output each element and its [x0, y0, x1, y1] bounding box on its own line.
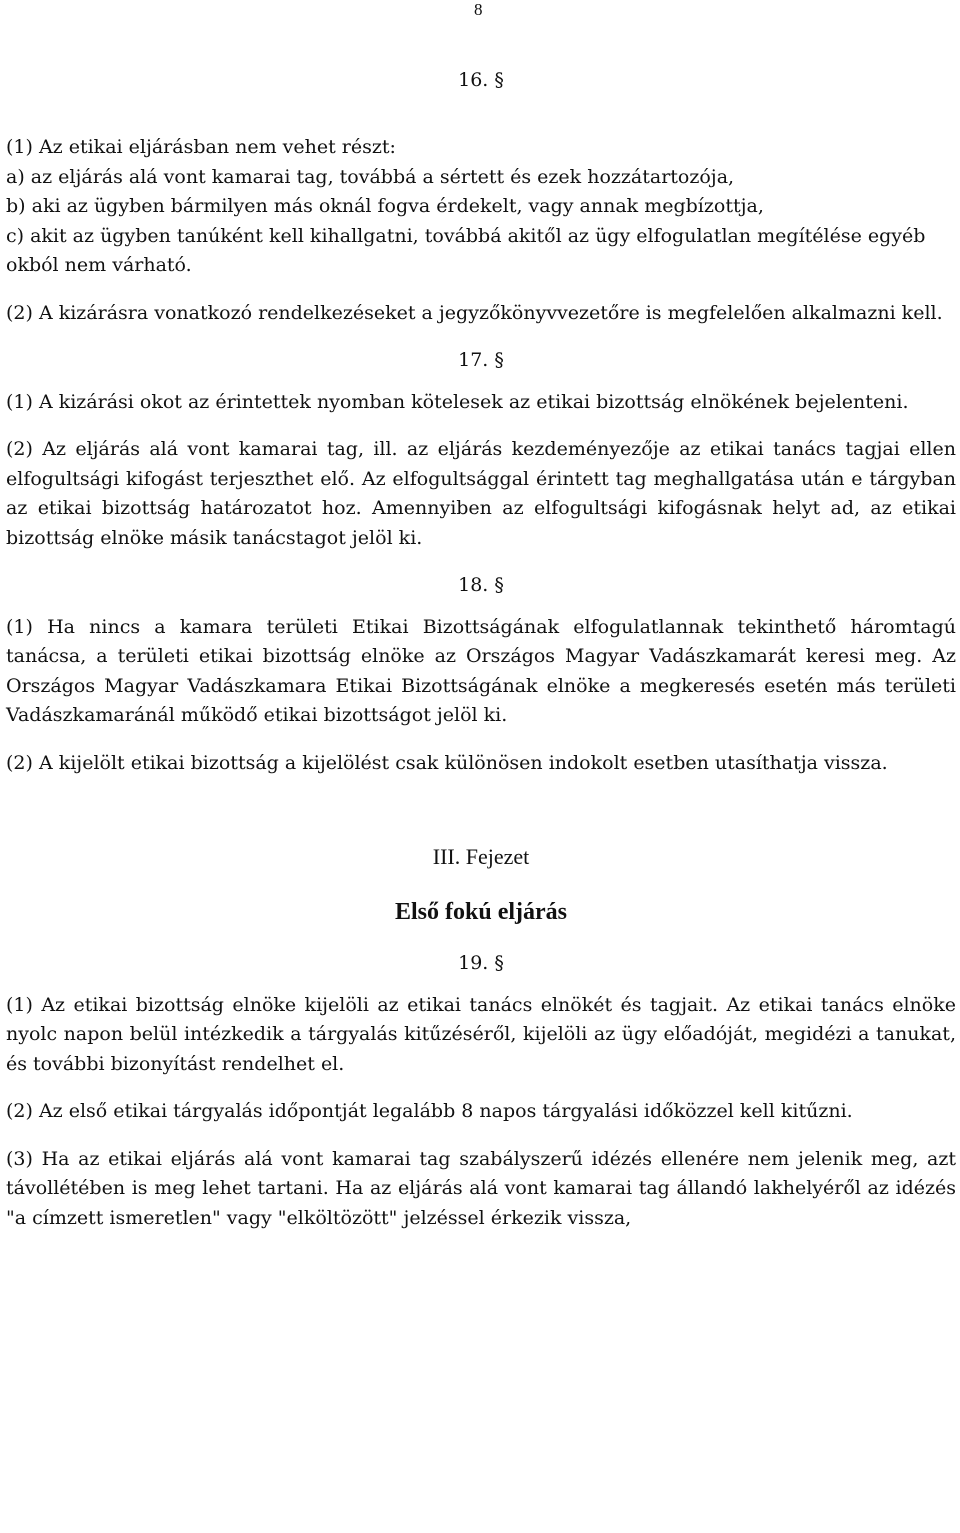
section-16-paragraph-1-text: (1) Az etikai eljárásban nem vehet részt: a) az eljárás alá vont kamarai tag, továbbá a sértett és ezek hozzátartozója, b) aki az ügyben bármilyen más oknál fogva érdekelt, vagy annak megbízottja, c) akit az ügyben tanúként kell kihallgatni, továbbá akitől az ügy elfogulatlan megítélése egyéb okból nem várható. [6, 136, 926, 276]
chapter-label: III. Fejezet [432, 844, 530, 869]
section-16-paragraph-2: (2) A kizárásra vonatkozó rendelkezéseket a jegyzőkönyvvezetőre is megfelelően alkalmazni kell. [6, 301, 943, 324]
section-17-paragraph-1: (1) A kizárási okot az érintettek nyomban kötelesek az etikai bizottság elnökének bejelenteni. [6, 390, 909, 413]
document-body [6, 66, 956, 1251]
section-16-title: 16. § [458, 69, 504, 91]
section-18-paragraph-1: (1) Ha nincs a kamara területi Etikai Bizottságának elfogulatlannak tekinthető háromtagú tanácsa, a területi etikai bizottság elnöke az Országos Magyar Vadászkamarát keresi meg. Az Országos Magyar Vadászkamara Etikai Bizottságának elnöke a megkeresés esetén más területi Vadászkamaránál működő etikai bizottságot jelöl ki. [6, 615, 956, 726]
section-19-title: 19. § [458, 952, 504, 974]
section-18-title: 18. § [458, 574, 504, 596]
chapter-title: Első fokú eljárás [394, 898, 567, 925]
section-19-paragraph-3: (3) Ha az etikai eljárás alá vont kamarai tag szabályszerű idézés ellenére nem jelenik meg, azt távollétében is meg lehet tartani. Ha az eljárás alá vont kamarai tag állandó lakhelyéről az idézés "a címzett ismeretlen" vagy "elköltözött" jelzéssel érkezik vissza, [6, 1147, 956, 1229]
section-16-paragraph-1 [6, 104, 956, 281]
section-17-paragraph-2: (2) Az eljárás alá vont kamarai tag, ill. az eljárás kezdeményezője az etikai tanács tagjai ellen elfogultsági kifogást terjeszthet elő. Az elfogultsággal érintett tag meghallgatása után e tárgyban az etikai bizottság határozatot hoz. Amennyiben az elfogultsági kifogásnak helyt ad, az etikai bizottság elnöke másik tanácstagot jelöl ki. [6, 438, 956, 549]
section-18-paragraph-2: (2) A kijelölt etikai bizottság a kijelölést csak különösen indokolt esetben utasíthatja vissza. [6, 751, 888, 774]
section-19-paragraph-2: (2) Az első etikai tárgyalás időpontját legalább 8 napos tárgyalási időközzel kell kitűzni. [6, 1100, 853, 1122]
section-19-paragraph-1: (1) Az etikai bizottság elnöke kijelöli az etikai tanács elnökét és tagjait. Az etikai tanács elnöke nyolc napon belül intézkedik a tárgyalás kitűzéséről, kijelöli az ügy előadóját, megidézi a tanukat, és további bizonyítást rendelhet el. [6, 993, 956, 1075]
page-number: 8 [474, 0, 483, 19]
section-17-title: 17. § [458, 349, 504, 371]
